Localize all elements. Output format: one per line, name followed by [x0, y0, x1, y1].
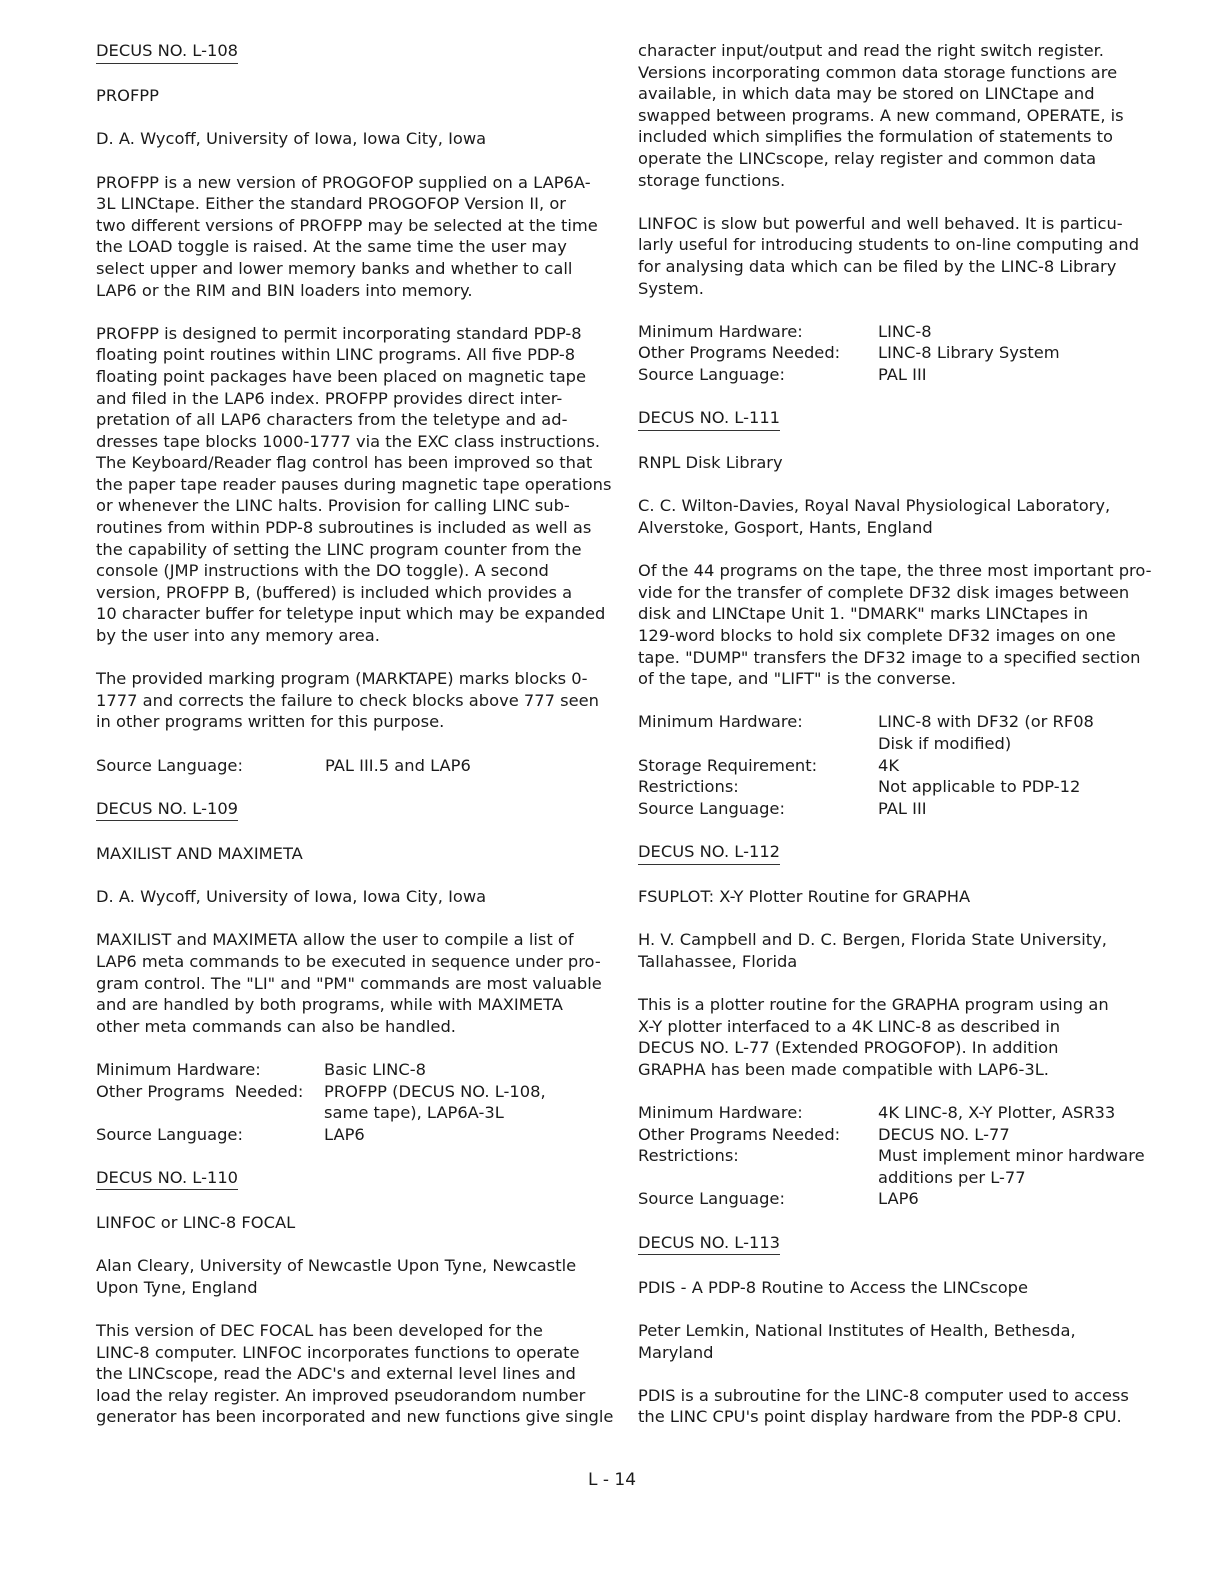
program-author: C. C. Wilton-Davies, Royal Naval Physiological Laboratory, Alverstoke, Gosport, Hants, England [638, 496, 1111, 538]
entry-l108 [96, 40, 612, 776]
program-title: RNPL Disk Library [638, 453, 783, 473]
program-author: D. A. Wycoff, University of Iowa, Iowa City, Iowa [96, 129, 487, 149]
spec-table [96, 755, 471, 777]
entry-l112 [638, 841, 1154, 1210]
description-paragraph: character input/output and read the right switch register. Versions incorporating common data storage functions are available, in which data may be stored on LINCtape and swapped between programs. A new command, OPERATE, is included which simplifies the formulation of statements to operate the LINCscope, relay register and common data storage functions. [638, 41, 1124, 190]
description-paragraph: The provided marking program (MARKTAPE) marks blocks 0- 1777 and corrects the failure to check blocks above 777 seen in other programs written for this purpose. [96, 669, 599, 732]
decus-number-heading: DECUS NO. L-111 [638, 407, 1154, 431]
program-author: H. V. Campbell and D. C. Bergen, Florida State University, Tallahassee, Florida [638, 930, 1107, 971]
spec-row: Storage Requirement: 4K [638, 755, 900, 775]
spec-row: Source Language: LAP6 [638, 1189, 919, 1209]
entry-l110-continued [638, 40, 1154, 386]
spec-row: Minimum Hardware: LINC-8 [638, 321, 932, 341]
program-author: Alan Cleary, University of Newcastle Upon Tyne, Newcastle Upon Tyne, England [96, 1256, 577, 1297]
entry-l109 [96, 798, 608, 1146]
spec-table [638, 1102, 1145, 1210]
spec-row: Minimum Hardware: Basic LINC-8 [96, 1059, 426, 1079]
spec-row: Minimum Hardware: LINC-8 with DF32 (or RF08 Disk if modified) [638, 712, 1094, 753]
spec-row: Restrictions: Must implement minor hardware additions per L-77 [638, 1146, 1145, 1187]
spec-table [96, 1059, 546, 1145]
spec-row: Source Language: PAL III [638, 798, 927, 818]
program-author: D. A. Wycoff, University of Iowa, Iowa City, Iowa [96, 887, 487, 907]
description-paragraph: This is a plotter routine for the GRAPHA program using an X-Y plotter interfaced to a 4K LINC-8 as described in DECUS NO. L-77 (Extended PROGOFOP). In addition GRAPHA has been made compatible with LAP6-3L. [638, 995, 1109, 1079]
description-paragraph: Of the 44 programs on the tape, the three most important pro- vide for the transfer of complete DF32 disk images between disk and LINCtape Unit 1. "DMARK" marks LINCtapes in 129-word blocks to hold six complete DF32 images on one tape. "DUMP" transfers the DF32 image to a specified section of the tape, and "LIFT" is the converse. [638, 561, 1152, 689]
spec-table [638, 711, 1094, 819]
right-column [638, 40, 1154, 1450]
description-paragraph: PROFPP is designed to permit incorporating standard PDP-8 floating point routines within LINC programs. All five PDP-8 floating point packages have been placed on magnetic tape and filed in the LAP6 index. PROFPP provides direct inter- pretation of all LAP6 characters from the teletype and ad- dresses tape blocks 1000-1777 via the EXC class instructions. The Keyboard/Reader flag control has been improved so that the paper tape reader pauses during magnetic tape operations or whenever the LINC halts. Provision for calling LINC sub- routines from within PDP-8 subroutines is included as well as the capability of setting the LINC program counter from the console (JMP instructions with the DO toggle). A second version, PROFPP B, (buffered) is included which provides a 10 character buffer for teletype input which may be expanded by the user into any memory area. [96, 323, 612, 646]
program-title: FSUPLOT: X-Y Plotter Routine for GRAPHA [638, 887, 971, 907]
spec-row: Other Programs Needed: DECUS NO. L-77 [638, 1124, 1010, 1144]
description-paragraph: LINFOC is slow but powerful and well behaved. It is particu- larly useful for introducing students to on-line computing and for analysing data which can be filed by the LINC-8 Library System. [638, 213, 1140, 298]
spec-row: Restrictions: Not applicable to PDP-12 [638, 777, 1081, 797]
description-paragraph: PDIS is a subroutine for the LINC-8 computer used to access the LINC CPU's point display hardware from the PDP-8 CPU. [638, 1385, 1129, 1427]
decus-number-heading: DECUS NO. L-110 [96, 1167, 608, 1191]
description-paragraph: This version of DEC FOCAL has been developed for the LINC-8 computer. LINFOC incorporates functions to operate the LINCscope, read the ADC's and external level lines and load the relay register. An improved pseudorandom number generator has been incorporated and new functions give single [96, 1321, 614, 1427]
page-number: L - 14 [587, 1470, 637, 1490]
spec-row: Minimum Hardware: 4K LINC-8, X-Y Plotter, ASR33 [638, 1103, 1116, 1123]
decus-number-heading: DECUS NO. L-108 [96, 40, 608, 64]
entry-l113 [638, 1232, 1154, 1428]
spec-row: Source Language: LAP6 [96, 1124, 365, 1144]
description-paragraph: MAXILIST and MAXIMETA allow the user to compile a list of LAP6 meta commands to be executed in sequence under pro- gram control. The "LI" and "PM" commands are most valuable and are handled by both programs, while with MAXIMETA other meta commands can also be handled. [96, 930, 602, 1036]
entry-l111 [638, 407, 1154, 819]
program-title: LINFOC or LINC-8 FOCAL [96, 1213, 296, 1233]
program-title: MAXILIST AND MAXIMETA [96, 843, 303, 863]
program-author: Peter Lemkin, National Institutes of Health, Bethesda, Maryland [638, 1321, 1076, 1362]
left-column [96, 40, 614, 1450]
spec-row: Other Programs Needed: LINC-8 Library System [638, 343, 1060, 363]
spec-row: Source Language: PAL III.5 and LAP6 [96, 755, 471, 775]
program-title: PROFPP [96, 86, 159, 106]
description-paragraph: PROFPP is a new version of PROGOFOP supplied on a LAP6A- 3L LINCtape. Either the standard PROGOFOP Version II, or two different versions of PROFPP may be selected at the time the LOAD toggle is raised. At the same time the user may select upper and lower memory banks and whether to call LAP6 or the RIM and BIN loaders into memory. [96, 172, 598, 300]
spec-row: Source Language: PAL III [638, 364, 927, 384]
spec-table [638, 321, 1060, 386]
program-title: PDIS - A PDP-8 Routine to Access the LINCscope [638, 1277, 1029, 1297]
decus-number-heading: DECUS NO. L-112 [638, 841, 1154, 865]
decus-number-heading: DECUS NO. L-109 [96, 798, 608, 822]
entry-l110 [96, 1167, 614, 1428]
decus-number-heading: DECUS NO. L-113 [638, 1232, 1154, 1256]
spec-row: Other Programs Needed: PROFPP (DECUS NO. L-108, same tape), LAP6A-3L [96, 1081, 546, 1123]
